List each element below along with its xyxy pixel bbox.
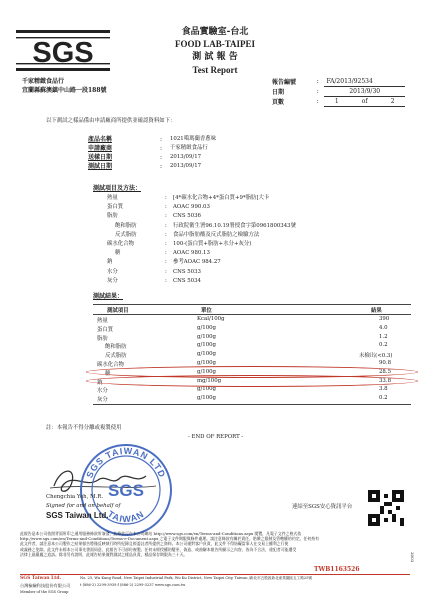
results-value: 0.2	[379, 342, 388, 349]
sample-label: 產品名稱	[88, 136, 113, 143]
client-name: 千家精緻食品行	[22, 78, 65, 85]
intro-text: 以下測試之樣品係由申請廠商所提供並確認資料如下：	[46, 118, 176, 124]
report-no-value: FA/2013/92534	[324, 77, 405, 87]
report-no-label: 報告編號	[272, 79, 297, 87]
method-value: 100-(蛋白質+脂肪+水分+灰分)	[173, 241, 252, 247]
results-item: 脂肪	[97, 335, 108, 342]
svg-text:TAIWAN	[106, 509, 146, 524]
disclaimer-line: http://www.sgs.com/en/Terms-and-Conditions/Terms-e-Document.aspx 之電子文件期限與條件處理。請注意條款有關於責任、賠償之限制及管轄權的約定。任何持有	[20, 536, 320, 542]
results-row	[93, 350, 411, 359]
sample-info: 產品名稱 : 1021噶瑪蘭香蔥味 申請廠商 : 千家精緻食品行 送樣日期 : 2013/09/17 測試日期 : 2013/09/17	[88, 136, 217, 170]
results-item: 蛋白質	[97, 326, 114, 333]
results-value: 4.0	[379, 324, 388, 331]
results-value: 33.8	[379, 377, 392, 384]
results-row	[93, 394, 411, 403]
sample-value: 2013/09/17	[170, 154, 202, 160]
footer-rule	[20, 574, 410, 575]
sgs-logo	[16, 30, 110, 72]
methods-list: 熱量 : [4*碳水化合物+4*蛋白質+9*脂肪]大卡 蛋白質 : AOAC 990.03 脂肪 : CNS 5036 飽和脂肪 : 行政院衛生署96.10.19署授食字第0961800343號 反式脂肪 : 食品中脂肪酸及反式脂肪之檢驗方法 碳水化合物 : 100-(蛋白質+脂肪+水分+灰分) 糖 : AOAC 980.13 鈉 : 參考AOAC 984.27 水分 : CNS 5033 灰分 : CNS 5034	[107, 195, 296, 284]
qr-code-icon[interactable]	[368, 490, 404, 526]
method-value: AOAC 980.13	[173, 250, 210, 257]
method-item: 灰分	[107, 277, 118, 284]
results-row	[93, 324, 411, 333]
method-value: 行政院衛生署96.10.19署授食字第0961800343號	[173, 222, 296, 229]
method-value: CNS 5034	[173, 277, 201, 284]
results-unit: Kcal/100g	[197, 316, 225, 322]
footer-company-cn: 台灣檢驗科技股份有限公司	[20, 583, 71, 588]
results-unit: g/100g	[197, 324, 217, 331]
report-page-num: 1	[324, 97, 349, 107]
signer-name: Chengchia Yeh, M.R.	[46, 494, 104, 500]
method-value: 食品中脂肪酸及反式脂肪之檢驗方法	[173, 231, 260, 238]
results-item: 鈉	[97, 379, 103, 386]
results-row	[93, 341, 411, 350]
sgs-logo-text: SGS	[32, 37, 94, 69]
results-header-item: 測試項目	[107, 308, 129, 314]
results-item: 飽和脂肪	[105, 344, 127, 351]
results-value: 3.8	[379, 386, 388, 393]
results-item: 熱量	[97, 318, 108, 324]
report-title-cn: 測 試 報 告	[192, 52, 238, 62]
lab-title-cn: 食品實驗室-台北	[181, 27, 249, 37]
verify-note: 連結至SGS安心資訊平台	[292, 504, 353, 510]
client-address: 宜蘭縣蘇澳鎮中山路一段188號	[22, 87, 107, 94]
sample-label: 送樣日期	[88, 154, 113, 161]
report-info: 報告編號 : FA/2013/92534 日期 : 2013/9/30 頁數 : 1 of 2	[270, 77, 405, 107]
results-header-result: 結果	[371, 308, 382, 314]
report-page-label: 頁數	[272, 99, 285, 106]
results-unit: g/100g	[197, 386, 217, 393]
method-value: CNS 5033	[173, 268, 201, 275]
sodium-highlight-oval	[86, 375, 418, 387]
report-date-value: 2013/9/30	[324, 87, 405, 97]
footer-company: SGS Taiwan Ltd.	[20, 576, 62, 581]
results-item: 反式脂肪	[105, 353, 127, 360]
method-item: 糖	[115, 250, 121, 257]
results-unit: g/100g	[197, 395, 217, 402]
signed-for: Signed for and on behalf of	[46, 503, 121, 509]
results-value: 未檢出(<0.3)	[359, 353, 393, 360]
report-date-label: 日期	[272, 89, 285, 96]
results-bottom-rule	[93, 404, 411, 405]
report-page-total: 2	[380, 97, 405, 107]
method-item: 蛋白質	[107, 204, 124, 211]
footnote: 註：本報告不得分離或複製使用	[46, 425, 122, 431]
signing-company: SGS Taiwan Ltd.	[46, 511, 109, 520]
report-title-en: Test Report	[192, 65, 238, 75]
disclaimer	[20, 531, 410, 557]
sample-value: 1021噶瑪蘭香蔥味	[170, 136, 217, 142]
results-row	[93, 333, 411, 342]
stamp-center-text: SGS	[108, 481, 144, 500]
method-item: 鈉	[107, 259, 113, 266]
results-header-unit: 單位	[201, 308, 212, 314]
sample-label: 測試日期	[88, 163, 113, 170]
disclaimer-line: 或義務之免除。此文件未經本公司事先書面同意，此報告不可部份複製。任何未經授權的變更、偽造、或曲解本報告所顯示之內容，皆為不合法，違犯者可能遭受	[20, 546, 297, 552]
sample-value: 千家精緻食品行	[170, 145, 208, 151]
results-unit: g/100g	[197, 368, 217, 375]
serial-number: TWB1163526	[314, 566, 360, 573]
company-stamp	[76, 440, 176, 540]
results-row	[93, 315, 411, 324]
sample-label: 申請廠商	[88, 145, 113, 152]
results-value: 1.2	[379, 333, 388, 340]
results-value: 28.5	[379, 368, 392, 375]
results-unit: g/100g	[197, 333, 217, 340]
method-value: [4*碳水化合物+4*蛋白質+9*脂肪]大卡	[173, 195, 270, 201]
footer-member: Member of the SGS Group	[20, 590, 69, 594]
footer-address: No. 25, Wu Kung Road, New Taipei Industrial Park, Wu Ku District, New Taipei City, Taiwan /新北市五股區新北產業園區五工路25號	[80, 576, 312, 580]
stamp-bottom-text: TAIWAN	[105, 508, 147, 525]
results-item: 灰分	[97, 397, 108, 404]
results-title: 測試結果：	[93, 293, 124, 300]
results-unit: g/100g	[197, 342, 217, 349]
results-unit: g/100g	[197, 351, 217, 358]
results-header-row	[93, 305, 411, 314]
method-value: CNS 5036	[173, 213, 201, 220]
svg-text:SGS TAIWAN LTD	[84, 446, 167, 480]
method-item: 飽和脂肪	[115, 222, 137, 229]
results-value: 390	[379, 316, 390, 322]
methods-title: 測試項目及方法：	[93, 185, 142, 192]
method-item: 碳水化合物	[107, 241, 134, 247]
disclaimer-line: 此文件者，請注意本公司製作之結果報告將僅反映執行時所紀錄且經委託者所提供之資料。本公司僅對客戶負責，此文件不得妨礙當事人在交易上權利之行使	[20, 541, 289, 547]
results-item: 水分	[97, 388, 108, 395]
results-unit: g/100g	[197, 360, 217, 366]
results-unit: mg/100g	[197, 377, 222, 384]
disclaimer-line: 此報告是本公司依照背面所印之通用服務條款所簽發，此條款可在本公司網站 http://www.sgs.com/en/Terms-and-Conditions.aspx 閱覽，凡電子文件之格式依	[20, 531, 302, 536]
sample-value: 2013/09/17	[170, 163, 202, 169]
method-item: 熱量	[107, 195, 118, 201]
method-item: 水分	[107, 268, 118, 275]
results-item: 碳水化合物	[97, 362, 124, 368]
results-value: 0.2	[379, 395, 388, 402]
side-code: 3003	[410, 552, 415, 563]
method-item: 反式脂肪	[115, 231, 137, 238]
results-value: 90.8	[379, 360, 392, 366]
method-value: 參考AOAC 984.27	[173, 259, 221, 266]
stamp-top-text: SGS TAIWAN LTD	[84, 445, 168, 480]
method-item: 脂肪	[107, 213, 118, 220]
footer-contact: t (886-2) 2299-3939 f (886-2) 2299-3237 www.sgs.com.tw	[80, 583, 186, 587]
report-page-of: of	[349, 97, 380, 107]
lab-title-en: FOOD LAB-TAIPEI	[174, 39, 256, 49]
disclaimer-line: 法律上最嚴厲之追訴。除非另有說明，此報告結果僅對測試之樣品負責，樣品保存期限為三十天。	[20, 551, 188, 557]
results-item: 糖	[105, 370, 111, 377]
end-of-report: - END OF REPORT -	[188, 434, 244, 440]
method-value: AOAC 990.03	[173, 204, 210, 211]
